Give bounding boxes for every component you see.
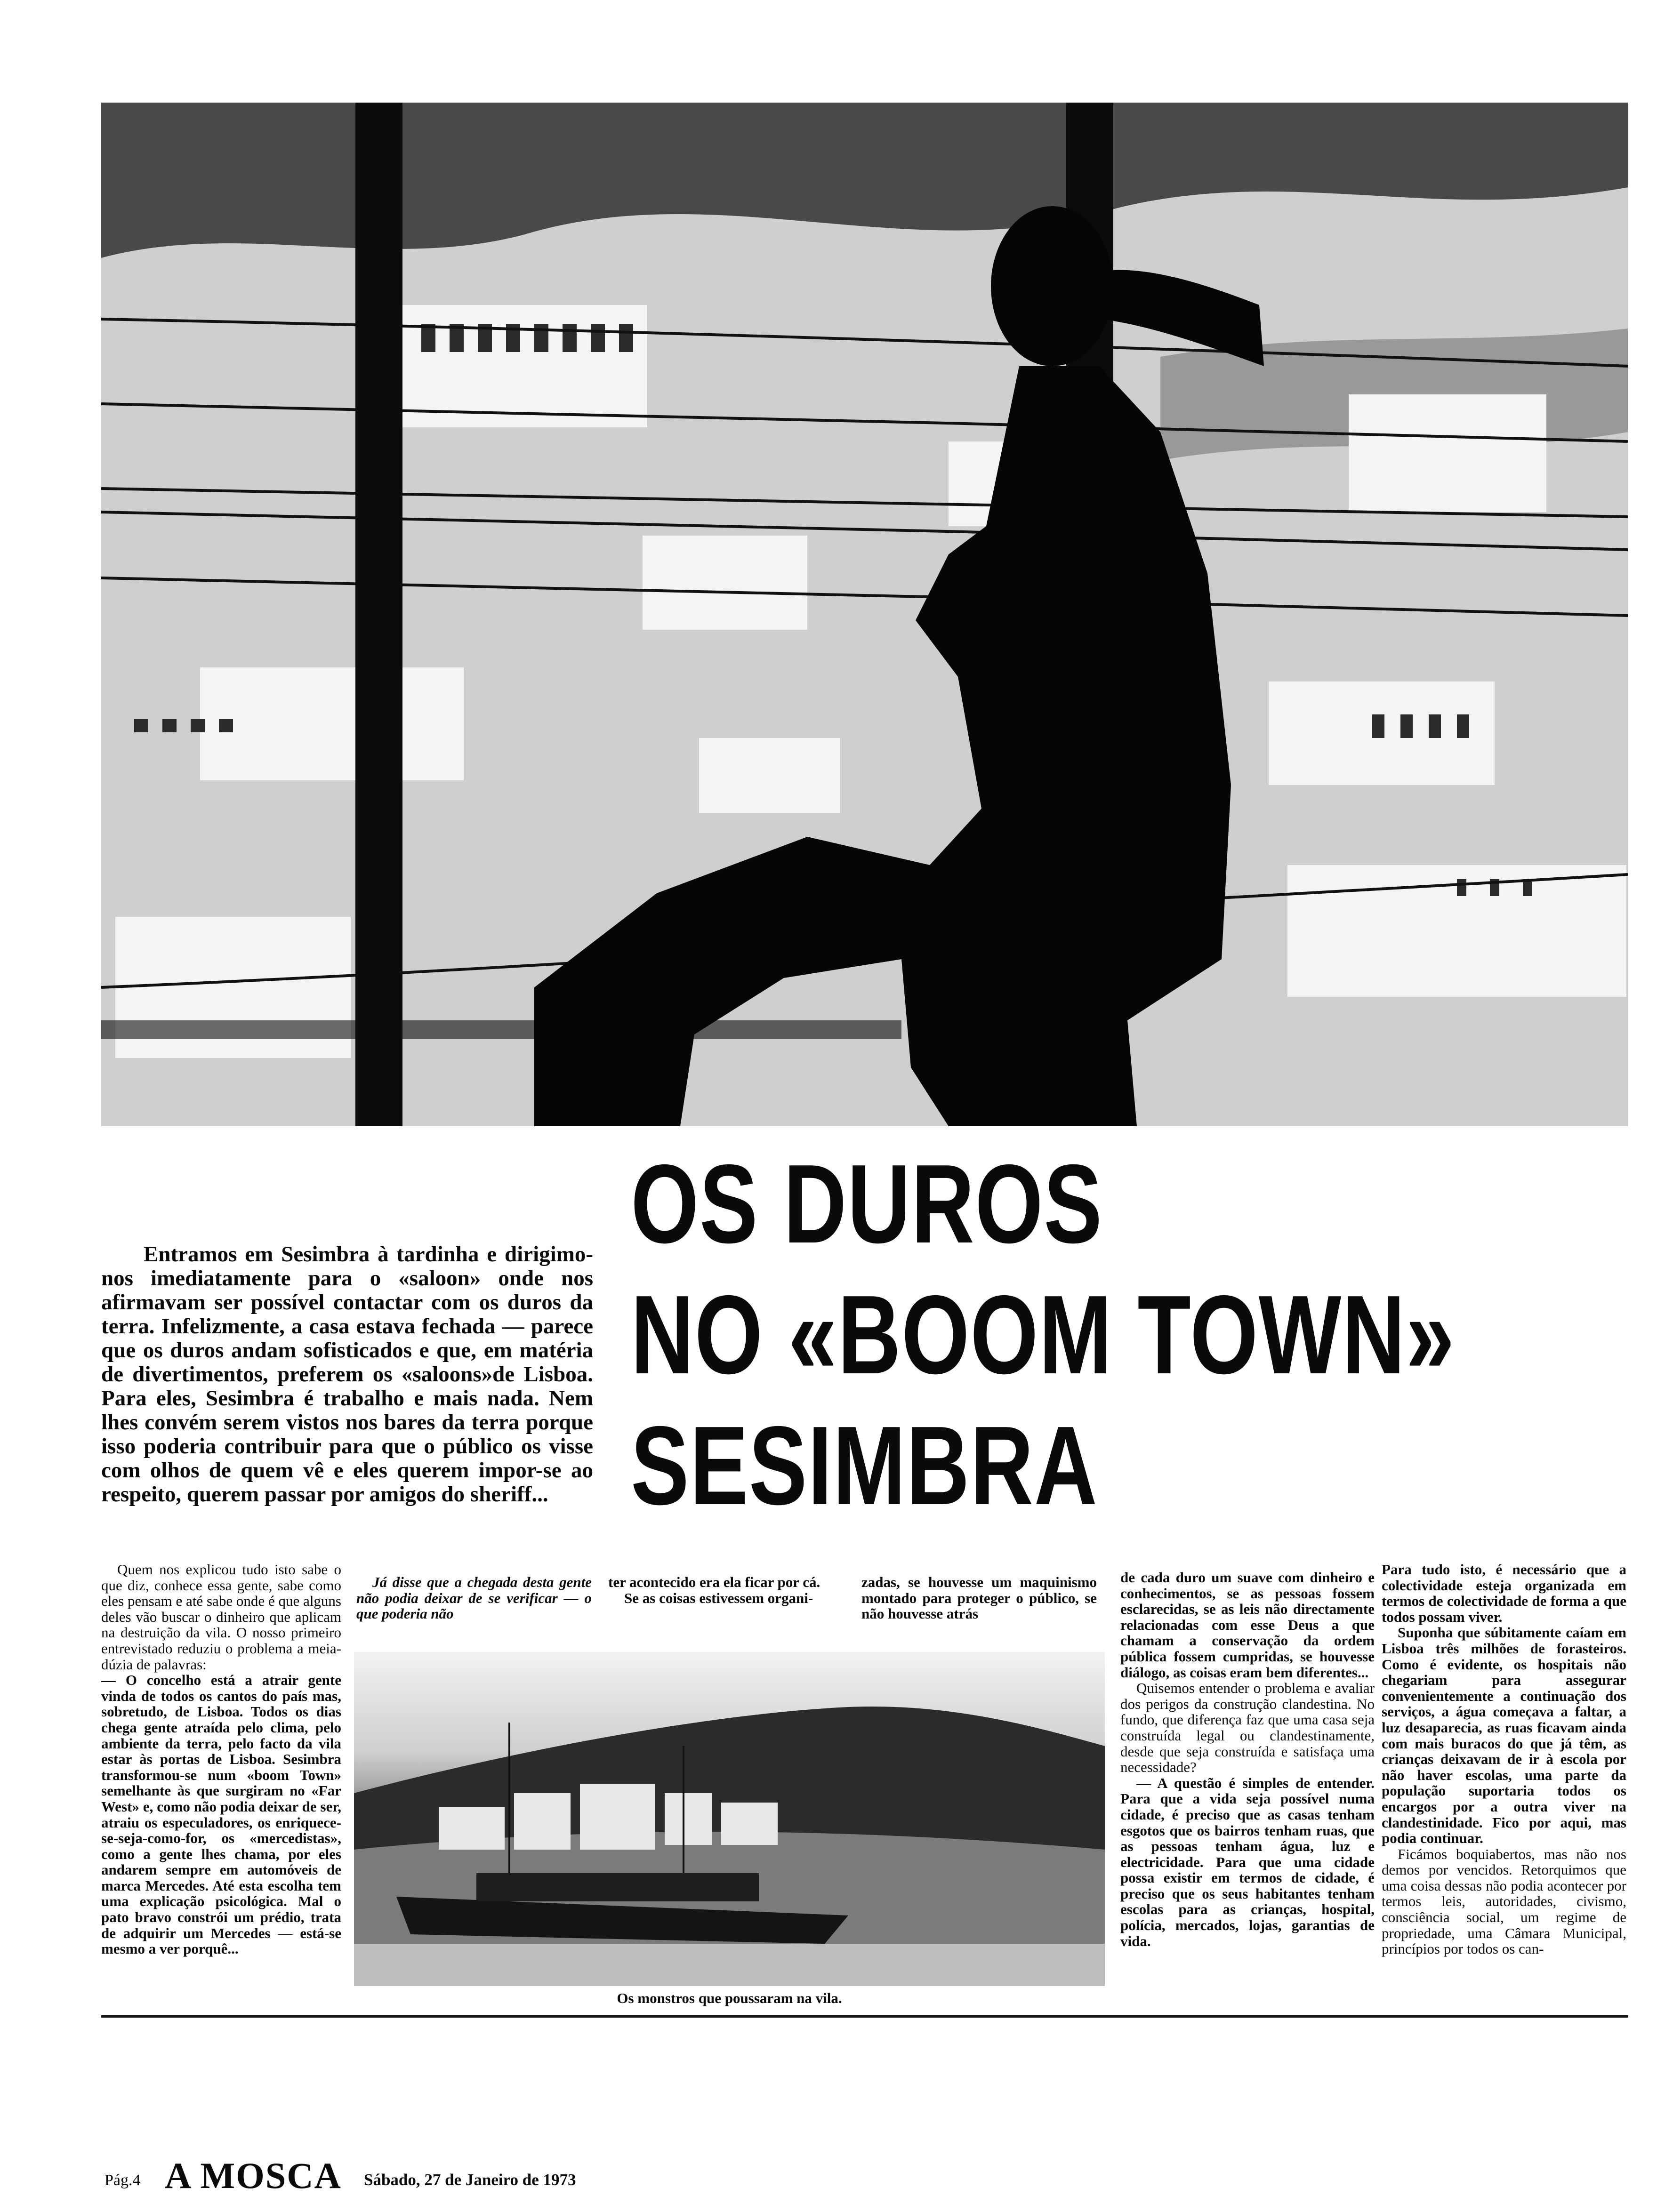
paragraph: Para tudo isto, é necessário que a colectividade esteja organizada em termos de colectividade de forma a que todos possam viver. <box>1382 1561 1626 1625</box>
paragraph: Ficámos boquiabertos, mas não nos demos por vencidos. Retorquimos que uma coisa dessas não podia acontecer por termos leis, autoridades, civismo, consciência social, um regime de propriedade, uma Câmara Municipal, princípios por todos os can- <box>1382 1845 1626 1957</box>
ship-photo <box>354 1652 1105 1986</box>
photo-caption: Os monstros que poussaram na vila. <box>617 1990 842 2006</box>
publication-name: A MOSCA <box>165 2155 342 2196</box>
footer-rule <box>101 2015 1628 2018</box>
body-column-2 <box>356 1574 592 1622</box>
paragraph: Já disse que a chegada desta gente não podia deixar de se verificar — o que poderia não <box>356 1574 592 1622</box>
lead-paragraph: Entramos em Sesimbra à tardinha e dirigimo-nos imediatamente para o «saloon» onde nos afirmavam ser possível contactar com os duros da terra. Infelizmente, a casa estava fechada — parece que os duros andam sofisticados e que, em matéria de divertimentos, preferem os «saloons»de Lisboa. Para eles, Sesimbra é trabalho e mais nada. Nem lhes convém serem vistos nos bares da terra porque isso poderia contribuir para que o público os visse com olhos de quem vê e eles querem impor-se ao respeito, querem passar por amigos do sheriff... <box>101 1242 593 1507</box>
paragraph: Quisemos entender o problema e avaliar dos perigos da construção clandestina. No fundo, que diferença faz que uma casa seja construída legal ou clandestinamente, desde que seja construída e satisfaça uma necessidade? <box>1120 1680 1375 1776</box>
body-column-4 <box>861 1574 1097 1622</box>
body-column-1 <box>101 1562 341 1957</box>
headline-line-2: NO «BOOM TOWN» <box>631 1273 1456 1397</box>
publication-date: Sábado, 27 de Janeiro de 1973 <box>364 2171 576 2189</box>
hero-photo <box>101 103 1628 1126</box>
headline-line-1: OS DUROS <box>631 1142 1103 1266</box>
paragraph: Se as coisas estivessem organi- <box>624 1589 813 1606</box>
paragraph: Quem nos explicou tudo isto sabe o que diz, conhece essa gente, sabe como eles pensam e até sabe onde é que alguns deles vão buscar o dinheiro que aplicam na destruição da vila. O nosso primeiro entrevistado reduziu o problema a meia-dúzia de palavras: <box>101 1561 341 1673</box>
body-column-6 <box>1382 1562 1626 1957</box>
page-number: Pág.4 <box>105 2172 141 2189</box>
paragraph: zadas, se houvesse um maquinismo montado para proteger o público, se não houvesse atrás <box>861 1574 1097 1622</box>
paragraph: — A questão é simples de entender. Para que a vida seja possível numa cidade, é preciso que as casas tenham esgotos que os bairros tenham ruas, que as pessoas tenham água, luz e electricidade. Para que uma cidade possa existir em termos de cidade, é preciso que os seus habitantes tenham escolas para as crianças, hospital, polícia, mercados, lojas, garantias de vida. <box>1120 1774 1375 1949</box>
body-column-3 <box>608 1574 844 1606</box>
paragraph: — O concelho está a atrair gente vinda de todos os cantos do país mas, sobretudo, de Lisboa. Todos os dias chega gente atraída pelo clima, pelo ambiente da terra, pelo facto da vila estar às portas de Lisboa. Sesimbra transformou-se num «boom Town» semelhante às que surgiram no «Far West» e, como não podia deixar de ser, atraiu os especuladores, os enriquece-se-seja-como-for, os «mercedistas», como a gente lhes chama, por eles andarem sempre em automóveis de marca Mercedes. Até esta escolha tem uma explicação psicológica. Mal o pato bravo constrói um prédio, trata de adquirir um Mercedes — está-se mesmo a ver porquê... <box>101 1672 341 1957</box>
paragraph: ter acontecido era ela ficar por cá. <box>608 1574 820 1590</box>
headline-line-3: SESIMBRA <box>631 1403 1098 1528</box>
paragraph: de cada duro um suave com dinheiro e conhecimentos, se as pessoas fossem esclarecidas, se as leis não directamente relacionadas com esse Deus a que chamam a conservação da ordem pública fossem cumpridas, se houvesse diálogo, as coisas eram bem diferentes... <box>1120 1569 1375 1681</box>
headline <box>631 1142 1456 1541</box>
body-column-5 <box>1120 1570 1375 1949</box>
paragraph: Suponha que súbitamente caíam em Lisboa três milhões de forasteiros. Como é evidente, os hospitais não chegariam para assegurar convenientemente a continuação dos serviços, a água começava a faltar, a luz desaparecia, as ruas ficavam ainda com mais buracos do que já têm, as crianças deixavam de ir à escola por não haver escolas, uma parte da população suportaria todos os encargos por a outra viver na clandestinidade. Fico por aqui, mas podia continuar. <box>1382 1624 1626 1847</box>
